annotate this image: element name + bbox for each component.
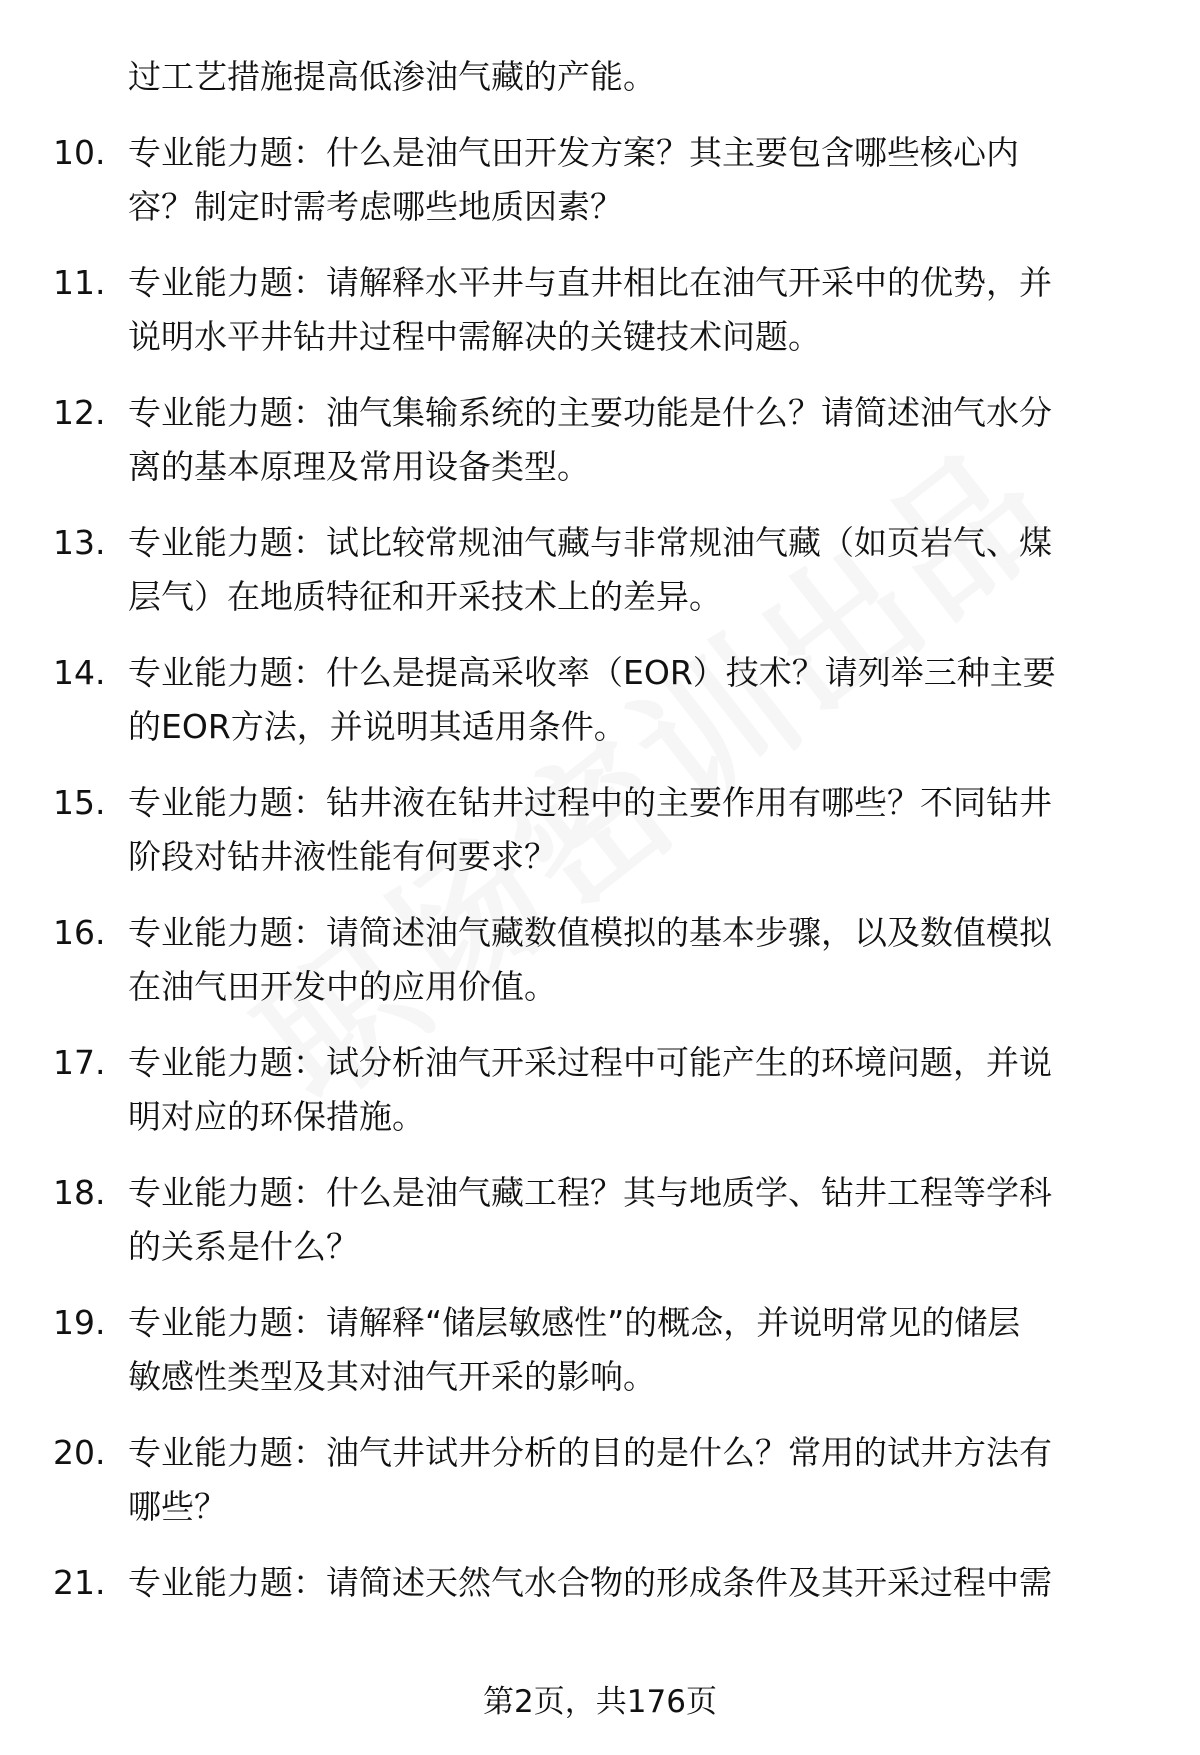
question-list <box>0 50 1200 1664</box>
question-line: 专业能力题：油气集输系统的主要功能是什么？请简述油气水分 <box>128 393 1052 432</box>
question-text <box>128 1556 1138 1610</box>
question-line: 离的基本原理及常用设备类型。 <box>128 447 590 486</box>
question-line: 专业能力题：油气井试井分析的目的是什么？常用的试井方法有 <box>128 1433 1052 1472</box>
question-line: 专业能力题：试分析油气开采过程中可能产生的环境问题，并说 <box>128 1043 1052 1082</box>
question-line: 敏感性类型及其对油气开采的影响。 <box>128 1357 656 1396</box>
question-line: 在油气田开发中的应用价值。 <box>128 967 557 1006</box>
question-number: 18. <box>53 1173 106 1212</box>
question-number: 16. <box>53 913 106 952</box>
page-footer: 第2页，共176页 <box>483 1684 717 1720</box>
question-number: 12. <box>53 393 106 432</box>
question-line: 哪些？ <box>128 1487 227 1526</box>
question-line: 明对应的环保措施。 <box>128 1097 425 1136</box>
question-text <box>128 646 1138 754</box>
question-text <box>128 1426 1138 1534</box>
question-item <box>0 1166 1200 1274</box>
question-line: 阶段对钻井液性能有何要求？ <box>128 837 557 876</box>
question-text <box>128 126 1138 234</box>
question-line: 专业能力题：试比较常规油气藏与非常规油气藏（如页岩气、煤 <box>128 523 1052 562</box>
question-line: 专业能力题：什么是油气藏工程？其与地质学、钻井工程等学科 <box>128 1173 1052 1212</box>
question-line: 专业能力题：请解释“储层敏感性”的概念，并说明常见的储层 <box>128 1303 1021 1342</box>
question-line: 专业能力题：请简述油气藏数值模拟的基本步骤，以及数值模拟 <box>128 913 1052 952</box>
question-item <box>0 516 1200 624</box>
question-number: 11. <box>53 263 106 302</box>
question-number: 14. <box>53 653 106 692</box>
question-number: 10. <box>53 133 106 172</box>
question-line: 的EOR方法，并说明其适用条件。 <box>128 707 627 746</box>
question-number: 13. <box>53 523 106 562</box>
question-number: 15. <box>53 783 106 822</box>
question-number: 20. <box>53 1433 106 1472</box>
question-text <box>128 776 1138 884</box>
question-line: 容？制定时需考虑哪些地质因素？ <box>128 187 623 226</box>
question-number: 21. <box>53 1563 106 1602</box>
question-item <box>0 386 1200 494</box>
question-text <box>128 256 1138 364</box>
question-number: 19. <box>53 1303 106 1342</box>
question-text <box>128 906 1138 1014</box>
question-line: 的关系是什么？ <box>128 1227 359 1266</box>
question-item <box>0 126 1200 234</box>
question-item <box>0 776 1200 884</box>
question-text <box>128 1296 1138 1404</box>
question-line: 专业能力题：钻井液在钻井过程中的主要作用有哪些？不同钻井 <box>128 783 1052 822</box>
question-item <box>0 256 1200 364</box>
question-line: 专业能力题：什么是提高采收率（EOR）技术？请列举三种主要 <box>128 653 1056 692</box>
question-text <box>128 1036 1138 1144</box>
question-number: 17. <box>53 1043 106 1082</box>
question-item <box>0 1556 1200 1664</box>
question-text <box>128 1166 1138 1274</box>
question-line: 专业能力题：请简述天然气水合物的形成条件及其开采过程中需 <box>128 1563 1052 1602</box>
question-item <box>0 1296 1200 1404</box>
question-item <box>0 1036 1200 1144</box>
question-line: 专业能力题：什么是油气田开发方案？其主要包含哪些核心内 <box>128 133 1019 172</box>
question-line: 说明水平井钻井过程中需解决的关键技术问题。 <box>128 317 821 356</box>
question-line: 层气）在地质特征和开采技术上的差异。 <box>128 577 722 616</box>
question-item <box>0 1426 1200 1534</box>
lead-line: 过工艺措施提高低渗油气藏的产能。 <box>128 57 656 96</box>
question-text <box>128 516 1138 624</box>
question-text <box>128 386 1138 494</box>
question-item <box>0 906 1200 1014</box>
question-item <box>0 646 1200 754</box>
question-line: 专业能力题：请解释水平井与直井相比在油气开采中的优势，并 <box>128 263 1052 302</box>
